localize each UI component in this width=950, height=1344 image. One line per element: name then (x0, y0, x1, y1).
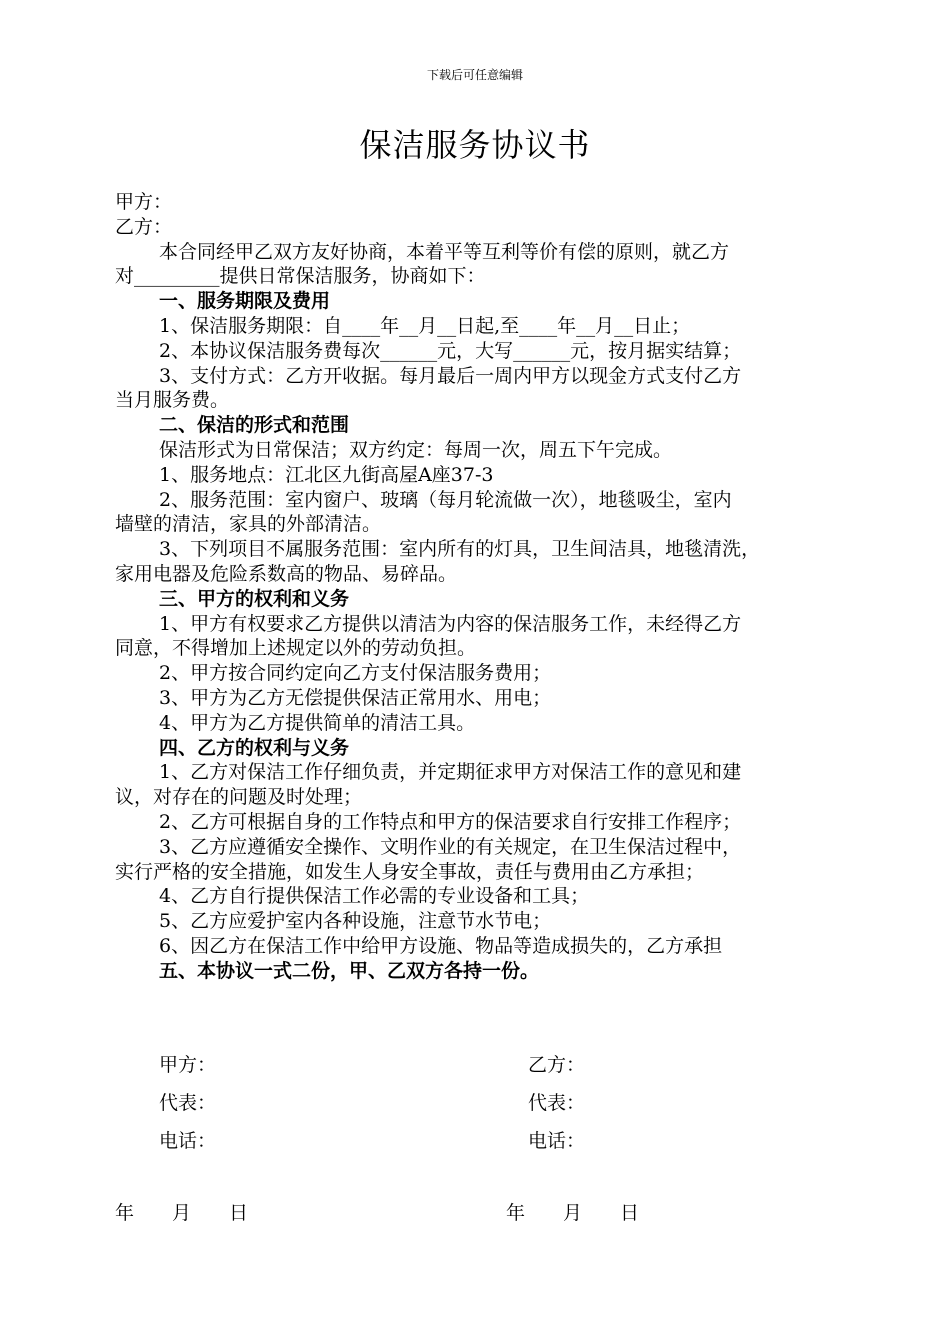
s3-item-4: 4、甲方为乙方提供简单的清洁工具。 (159, 711, 476, 734)
date-left-month: 月 (172, 1202, 192, 1224)
s4-item-4: 4、乙方自行提供保洁工作必需的专业设备和工具； (159, 885, 590, 908)
s4-item-2: 2、乙方可根据自身的工作特点和甲方的保洁要求自行安排工作程序； (159, 810, 742, 833)
section-3-heading: 三、甲方的权利和义务 (159, 587, 350, 610)
s2-item-3a: 3、下列项目不属服务范围：室内所有的灯具，卫生间洁具，地毯清洗， (159, 538, 761, 561)
header-note: 下载后可任意编辑 (426, 68, 523, 82)
s4-item-3a: 3、乙方应遵循安全操作、文明作业的有关规定，在卫生保洁过程中， (159, 835, 742, 858)
date-left-day: 日 (229, 1202, 249, 1224)
s4-item-1b: 议，对存在的问题及时处理； (115, 786, 363, 809)
s3-item-3: 3、甲方为乙方无偿提供保洁正常用水、用电； (159, 686, 552, 709)
date-left-year: 年 (115, 1202, 135, 1224)
document-body (115, 190, 837, 984)
s4-item-1a: 1、乙方对保洁工作仔细负责，并定期征求甲方对保洁工作的意见和建 (159, 761, 742, 784)
document-title: 保洁服务协议书 (359, 126, 591, 164)
sign-right-party: 乙方： (528, 1054, 586, 1076)
s3-item-1b: 同意，不得增加上述规定以外的劳动负担。 (115, 637, 477, 660)
sign-left-rep: 代表： (159, 1092, 217, 1114)
date-right-month: 月 (563, 1202, 583, 1224)
date-right-day: 日 (620, 1202, 640, 1224)
section-1-heading: 一、服务期限及费用 (159, 290, 331, 313)
s2-item-2a: 2、服务范围：室内窗户、玻璃（每月轮流做一次），地毯吸尘，室内 (159, 488, 732, 511)
s1-item-3a: 3、支付方式：乙方开收据。每月最后一周内甲方以现金方式支付乙方 (159, 364, 742, 387)
s3-item-1a: 1、甲方有权要求乙方提供以清洁为内容的保洁服务工作，未经得乙方 (159, 612, 742, 635)
s1-item-1: 1、保洁服务期限：自____年__月__日起,至____年__月__日止； (159, 314, 691, 337)
s3-item-2: 2、甲方按合同约定向乙方支付保洁服务费用； (159, 662, 552, 685)
signature-block-left (159, 1050, 216, 1164)
section-5-heading: 五、本协议一式二份，甲、乙双方各持一份。 (159, 959, 540, 982)
section-4-heading: 四、乙方的权利与义务 (159, 736, 350, 759)
sign-left-party: 甲方： (159, 1054, 217, 1076)
sign-right-tel: 电话： (528, 1130, 586, 1152)
s2-item-2b: 墙壁的清洁，家具的外部清洁。 (115, 513, 382, 536)
s2-item-3b: 家用电器及危险系数高的物品、易碎品。 (115, 562, 458, 585)
sign-left-tel: 电话： (159, 1130, 217, 1152)
s4-item-6: 6、因乙方在保洁工作中给甲方设施、物品等造成损失的，乙方承担 (159, 934, 723, 957)
s4-item-5: 5、乙方应爱护室内各种设施，注意节水节电； (159, 910, 552, 933)
party-b-line: 乙方： (115, 215, 173, 238)
intro-line-1: 本合同经甲乙双方友好协商，本着平等互利等价有偿的原则，就乙方 (159, 240, 730, 263)
sign-right-rep: 代表： (528, 1092, 586, 1114)
date-right-year: 年 (506, 1202, 526, 1224)
party-a-line: 甲方： (115, 191, 173, 213)
s2-item-1: 1、服务地点：江北区九街高屋A座37-3 (159, 463, 494, 486)
s4-item-3b: 实行严格的安全措施，如发生人身安全事故，责任与费用由乙方承担； (115, 860, 705, 883)
date-left (115, 1198, 286, 1225)
intro-line-2: 对_________提供日常保洁服务，协商如下： (115, 265, 486, 288)
date-right (506, 1198, 677, 1225)
s2-item-0: 保洁形式为日常保洁；双方约定：每周一次，周五下午完成。 (159, 438, 673, 461)
s1-item-3b: 当月服务费。 (115, 389, 230, 412)
signature-block-right (528, 1050, 585, 1164)
section-2-heading: 二、保洁的形式和范围 (159, 414, 350, 437)
s1-item-2: 2、本协议保洁服务费每次______元，大写______元，按月据实结算； (159, 339, 742, 362)
